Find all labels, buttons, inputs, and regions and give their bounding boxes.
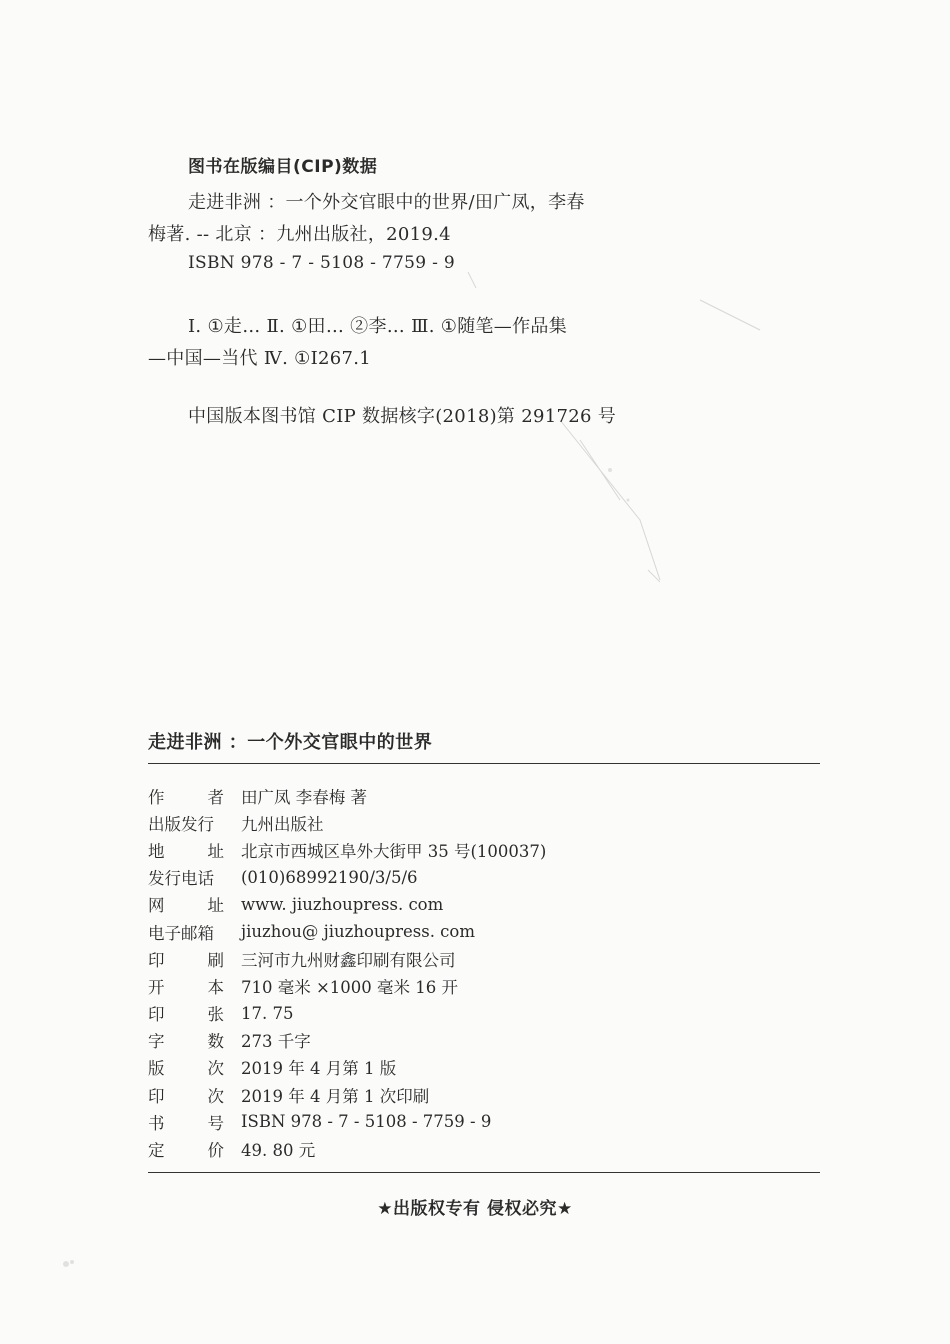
imprint-row-address (148, 836, 820, 863)
imprint-label: 定 价 (148, 1141, 224, 1161)
imprint-value: 273 千字 (241, 1032, 311, 1052)
imprint-value: www. jiuzhoupress. com (241, 894, 444, 914)
imprint-value: ISBN 978 - 7 - 5108 - 7759 - 9 (241, 1112, 492, 1132)
top-divider (148, 763, 820, 764)
imprint-label: 印 张 (148, 1005, 224, 1025)
book-title: 走进非洲 ：一个外交官眼中的世界 (148, 732, 433, 753)
imprint-row-phone (148, 864, 820, 891)
cip-line-2: 梅著. -- 北京 ：九州出版社，2019.4 (148, 224, 451, 245)
imprint-label: 电子邮箱 (148, 923, 214, 943)
imprint-value: 三河市九州财鑫印刷有限公司 (241, 950, 456, 970)
imprint-label: 印 次 (148, 1086, 224, 1106)
imprint-value: (010)68992190/3/5/6 (241, 867, 418, 887)
imprint-row-isbn (148, 1108, 820, 1135)
imprint-label: 版 次 (148, 1059, 224, 1079)
imprint-row-sheets (148, 1000, 820, 1027)
imprint-row-email (148, 918, 820, 945)
imprint-label: 作 者 (148, 787, 224, 807)
imprint-value: 2019 年 4 月第 1 次印刷 (241, 1086, 430, 1106)
imprint-value: 九州出版社 (241, 814, 324, 834)
imprint-label: 发行电话 (148, 869, 214, 889)
imprint-row-printer (148, 945, 820, 972)
copyright-notice: ★出版权专有 侵权必究★ (377, 1199, 573, 1219)
bottom-divider (148, 1172, 820, 1173)
imprint-value: 田广凤 李春梅 著 (241, 787, 367, 807)
imprint-row-website (148, 891, 820, 918)
cip-record-number: 中国版本图书馆 CIP 数据核字(2018)第 291726 号 (188, 406, 617, 427)
imprint-value: jiuzhou@ jiuzhoupress. com (241, 922, 476, 942)
cip-classification-line-2: —中国—当代 Ⅳ. ①I267.1 (148, 348, 372, 369)
imprint-row-price (148, 1135, 820, 1162)
imprint-label: 开 本 (148, 977, 224, 997)
imprint-value: 49. 80 元 (241, 1141, 316, 1161)
cip-line-1: 走进非洲 ：一个外交官眼中的世界/田广凤，李春 (188, 192, 585, 213)
imprint-label: 书 号 (148, 1113, 224, 1133)
imprint-row-format (148, 972, 820, 999)
imprint-label: 字 数 (148, 1032, 224, 1052)
imprint-row-edition (148, 1054, 820, 1081)
cip-classification-line-1: Ⅰ. ①走… Ⅱ. ①田… ②李… Ⅲ. ①随笔—作品集 (188, 316, 568, 337)
imprint-label: 网 址 (148, 896, 224, 916)
imprint-value: 710 毫米 ×1000 毫米 16 开 (241, 977, 459, 997)
imprint-row-wordcount (148, 1027, 820, 1054)
cip-isbn-line: ISBN 978 - 7 - 5108 - 7759 - 9 (188, 253, 455, 273)
imprint-label: 出版发行 (148, 814, 214, 834)
imprint-row-printing (148, 1081, 820, 1108)
cip-heading: 图书在版编目(CIP)数据 (188, 157, 378, 177)
imprint-value: 北京市西城区阜外大街甲 35 号(100037) (241, 841, 547, 861)
imprint-table (148, 782, 820, 1163)
imprint-label: 地 址 (148, 841, 224, 861)
imprint-row-publisher (148, 809, 820, 836)
imprint-value: 17. 75 (241, 1003, 294, 1023)
imprint-value: 2019 年 4 月第 1 版 (241, 1059, 397, 1079)
imprint-row-author (148, 782, 820, 809)
imprint-label: 印 刷 (148, 950, 224, 970)
